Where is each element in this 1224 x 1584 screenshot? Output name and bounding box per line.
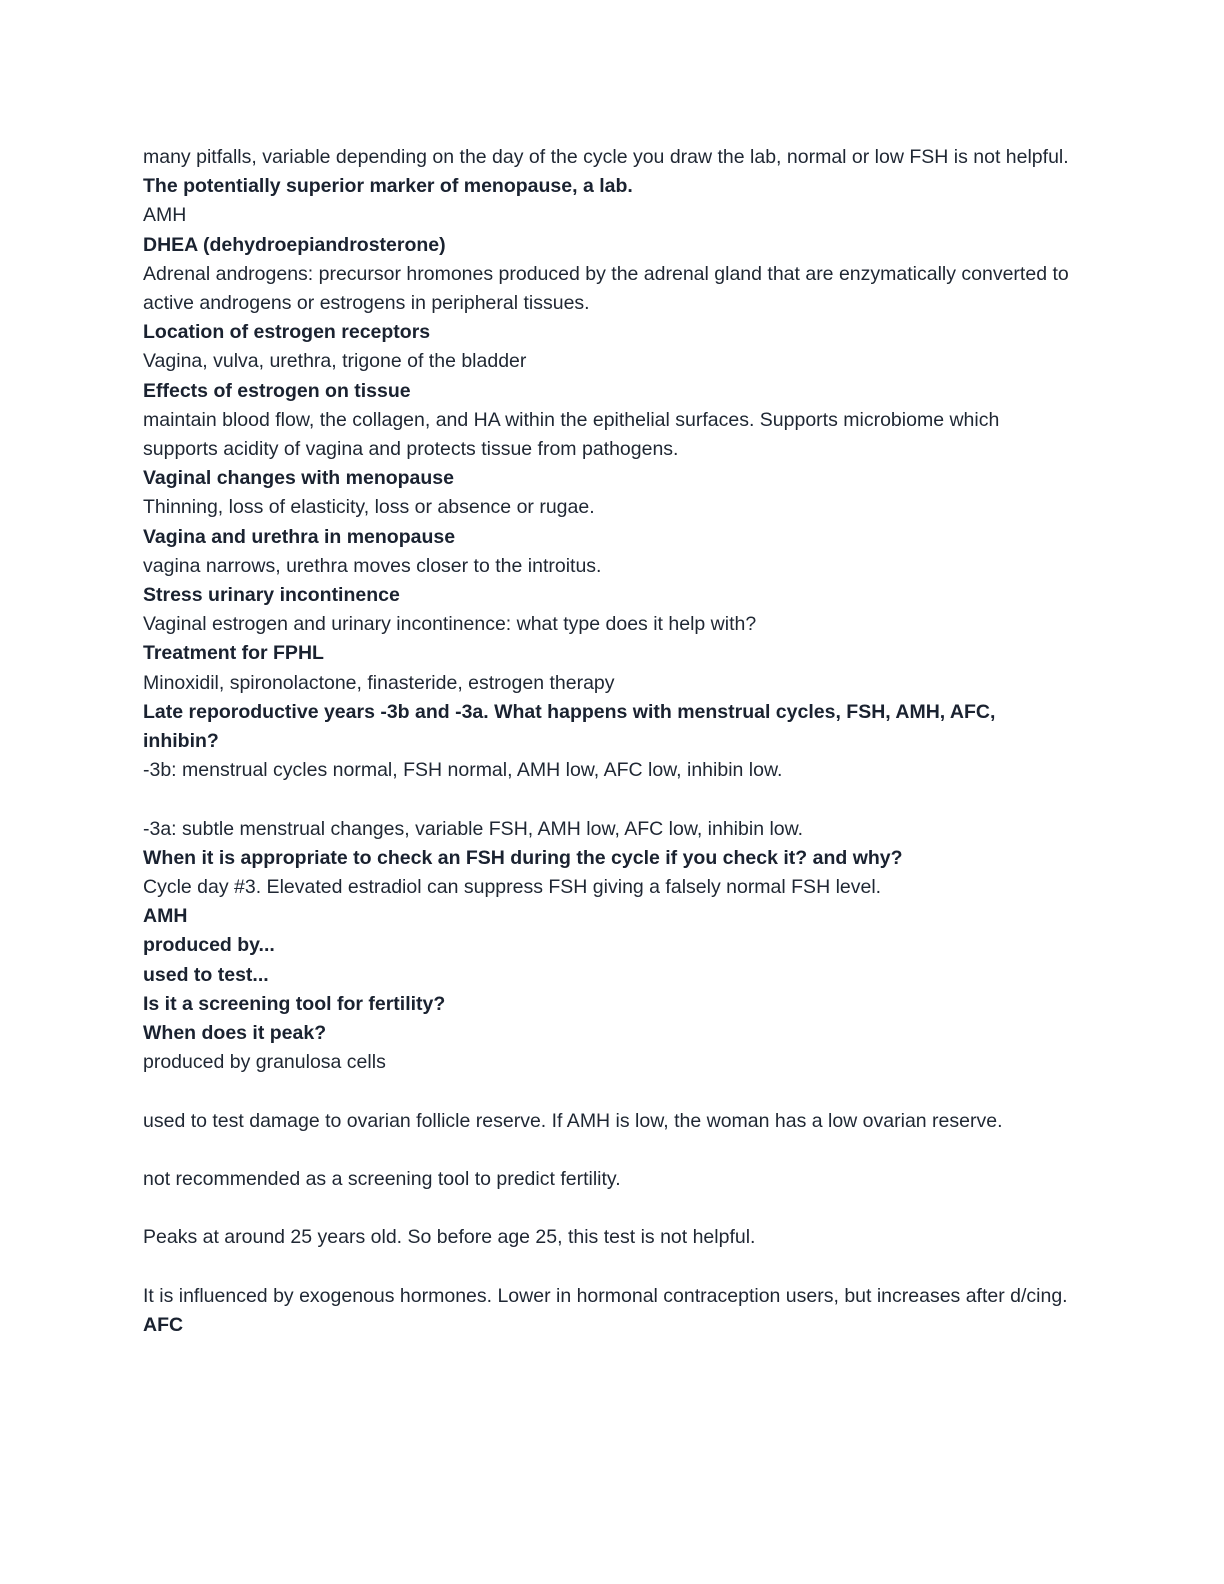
question-heading: DHEA (dehydroepiandrosterone) <box>143 233 446 256</box>
answer-text: Peaks at around 25 years old. So before age 25, this test is not helpful. <box>143 1226 756 1249</box>
answer-text: many pitfalls, variable depending on the day of the cycle you draw the lab, normal or low FSH is not helpful. <box>143 146 1069 168</box>
question-heading: used to test... <box>143 963 269 986</box>
answer-text: AMH <box>143 204 187 227</box>
question-heading: AFC <box>143 1314 184 1337</box>
answer-text: Vaginal estrogen and urinary incontinence: what type does it help with? <box>143 613 757 636</box>
question-heading: Treatment for FPHL <box>143 642 324 665</box>
blank-line <box>143 785 1073 814</box>
question-heading: Location of estrogen receptors <box>143 321 431 344</box>
question-heading: Is it a screening tool for fertility? <box>143 992 446 1015</box>
question-heading: Vaginal changes with menopause <box>143 467 455 490</box>
answer-text: -3a: subtle menstrual changes, variable FSH, AMH low, AFC low, inhibin low. <box>143 817 804 840</box>
question-heading: Stress urinary incontinence <box>143 584 400 607</box>
answer-text: Thinning, loss of elasticity, loss or absence or rugae. <box>143 496 595 519</box>
answer-text: It is influenced by exogenous hormones. Lower in hormonal contraception users, but increases after d/cing. <box>143 1284 1068 1307</box>
question-heading: Vagina and urethra in menopause <box>143 525 456 548</box>
answer-text: Adrenal androgens: precursor hromones produced by the adrenal gland that are enzymatically converted to active androgens or estrogens in peripheral tissues. <box>143 262 1069 315</box>
answer-text: not recommended as a screening tool to predict fertility. <box>143 1168 621 1191</box>
question-heading: Effects of estrogen on tissue <box>143 379 411 402</box>
blank-line <box>143 1136 1073 1165</box>
document-page <box>143 143 1073 1340</box>
answer-text: Minoxidil, spironolactone, finasteride, estrogen therapy <box>143 671 615 694</box>
answer-text: produced by granulosa cells <box>143 1051 386 1074</box>
answer-text: maintain blood flow, the collagen, and HA within the epithelial surfaces. Supports microbiome which supports acidity of vagina and protects tissue from pathogens. <box>143 408 1000 461</box>
question-heading: produced by... <box>143 934 275 957</box>
blank-line <box>143 1194 1073 1223</box>
answer-text: vagina narrows, urethra moves closer to the introitus. <box>143 554 602 577</box>
answer-text: Vagina, vulva, urethra, trigone of the bladder <box>143 350 527 373</box>
question-heading: When does it peak? <box>143 1022 327 1045</box>
answer-text: Cycle day #3. Elevated estradiol can suppress FSH giving a falsely normal FSH level. <box>143 876 882 899</box>
blank-line <box>143 1077 1073 1106</box>
question-heading: When it is appropriate to check an FSH during the cycle if you check it? and why? <box>143 846 903 869</box>
question-heading: AMH <box>143 905 188 928</box>
question-heading: Late reporoductive years -3b and -3a. What happens with menstrual cycles, FSH, AMH, AFC, inhibin? <box>143 700 996 753</box>
answer-text: -3b: menstrual cycles normal, FSH normal, AMH low, AFC low, inhibin low. <box>143 759 783 782</box>
question-heading: The potentially superior marker of menopause, a lab. <box>143 175 633 198</box>
blank-line <box>143 1253 1073 1282</box>
answer-text: used to test damage to ovarian follicle reserve. If AMH is low, the woman has a low ovarian reserve. <box>143 1109 1003 1132</box>
